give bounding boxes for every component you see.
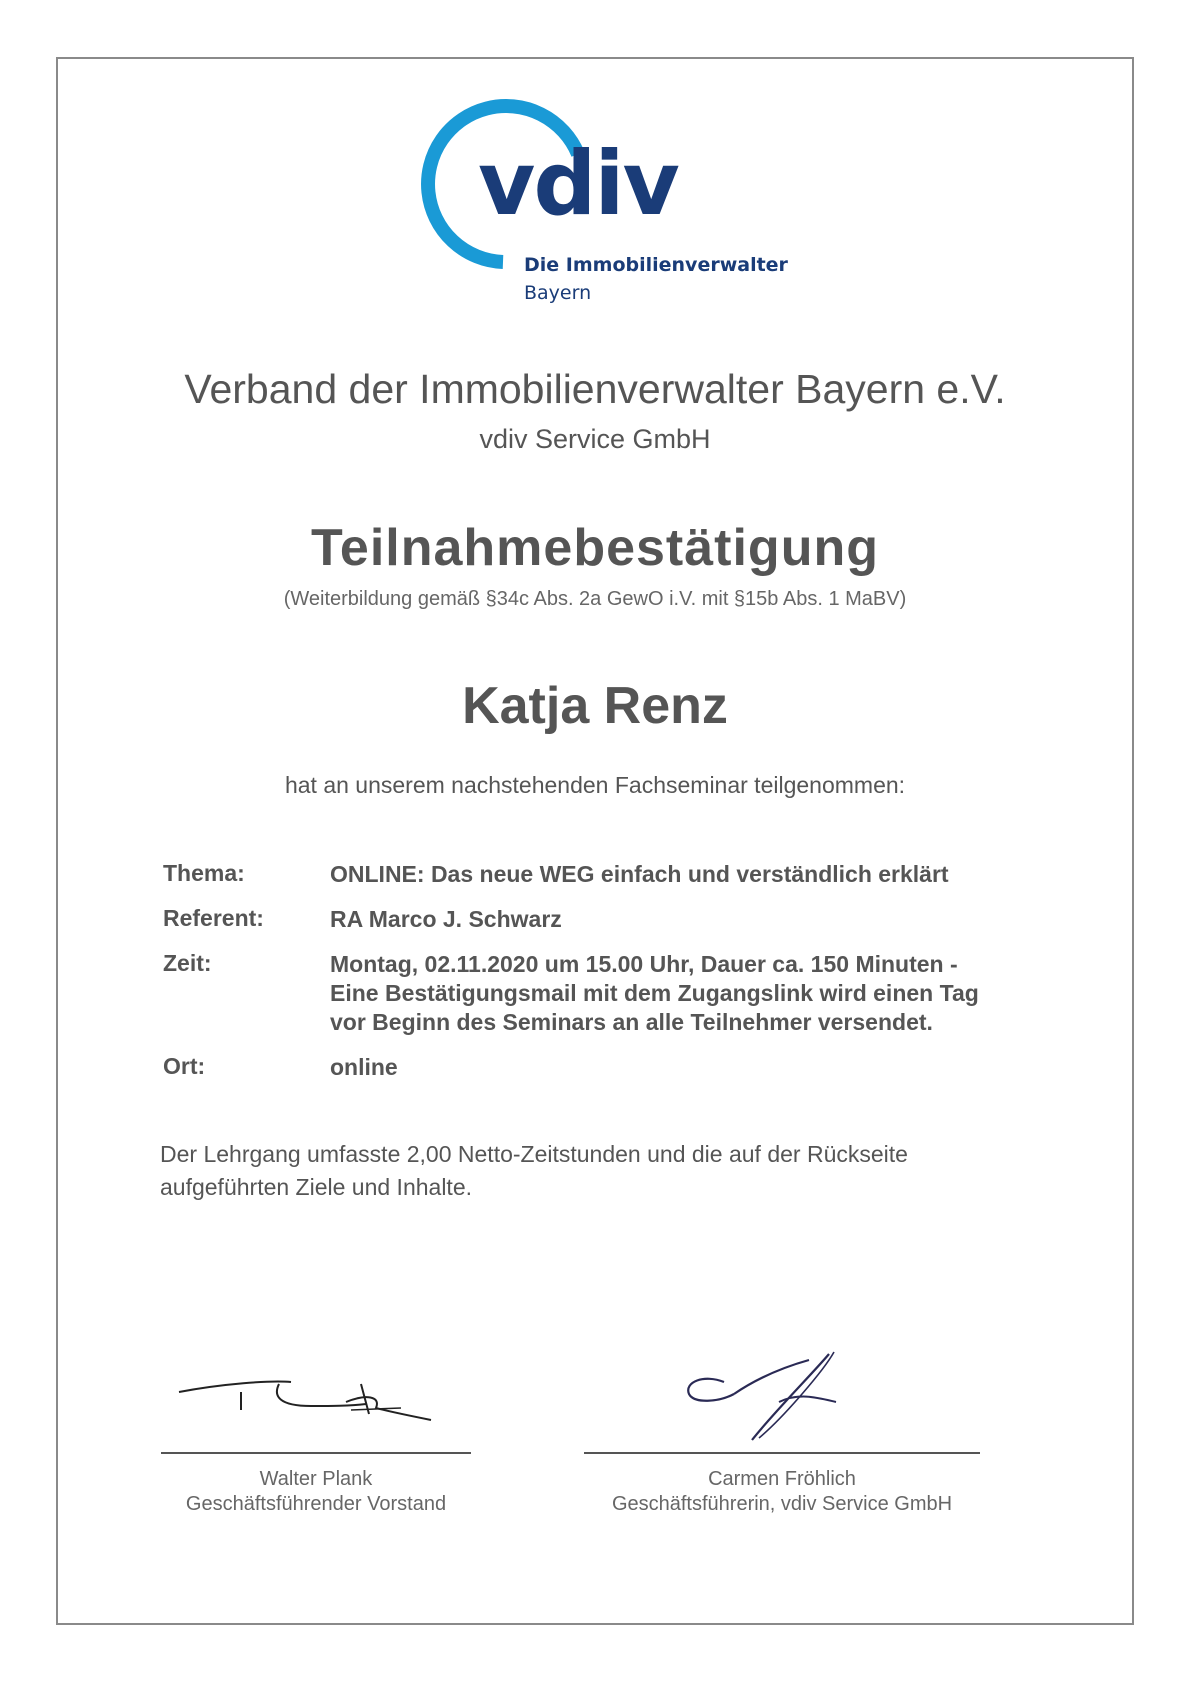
detail-row-topic	[163, 860, 1023, 889]
signatory-name: Walter Plank	[259, 1468, 373, 1490]
handwritten-signature-icon	[584, 1332, 980, 1442]
participant-name: Katja Renz	[462, 677, 728, 735]
logo-region: Bayern	[524, 282, 592, 304]
legal-basis: (Weiterbildung gemäß §34c Abs. 2a GewO i.V. mit §15b Abs. 1 MaBV)	[283, 588, 907, 610]
summary-line: aufgeführten Ziele und Inhalte.	[160, 1174, 473, 1200]
summary-line: Der Lehrgang umfasste 2,00 Netto-Zeitstunden und die auf der Rückseite	[160, 1141, 908, 1167]
handwritten-signature-icon	[161, 1344, 471, 1444]
company-name: vdiv Service GmbH	[479, 424, 711, 454]
signatory-title: Geschäftsführerin, vdiv Service GmbH	[611, 1493, 953, 1515]
detail-row-location	[163, 1053, 1023, 1082]
logo-wordmark: vdiv	[478, 132, 678, 235]
intro-text: hat an unserem nachstehenden Fachseminar teilgenommen:	[284, 772, 906, 798]
detail-value	[330, 860, 1023, 889]
signature-line	[584, 1452, 980, 1454]
detail-row-speaker	[163, 905, 1023, 934]
detail-label: Zeit:	[163, 950, 212, 976]
detail-row-time	[163, 950, 1023, 1037]
detail-value-line: Montag, 02.11.2020 um 15.00 Uhr, Dauer ca. 150 Minuten -	[330, 951, 958, 977]
detail-value	[330, 905, 1023, 934]
signature-line	[161, 1452, 471, 1454]
vdiv-logo	[418, 92, 788, 322]
detail-value	[330, 950, 1023, 1037]
detail-label: Ort:	[163, 1053, 206, 1079]
signature-block-left	[161, 1360, 471, 1520]
detail-value	[330, 1053, 1023, 1082]
course-summary	[160, 1138, 1040, 1204]
detail-value-line: vor Beginn des Seminars an alle Teilnehmer versendet.	[330, 1009, 933, 1035]
detail-value-line: ONLINE: Das neue WEG einfach und verständlich erklärt	[330, 861, 949, 887]
organization-name: Verband der Immobilienverwalter Bayern e.V.	[184, 366, 1006, 412]
detail-value-line: Eine Bestätigungsmail mit dem Zugangslink wird einen Tag	[330, 980, 979, 1006]
signature-block-right	[584, 1360, 980, 1520]
detail-label: Thema:	[163, 860, 245, 886]
signatory-title: Geschäftsführender Vorstand	[185, 1493, 447, 1515]
detail-value-line: online	[330, 1054, 398, 1080]
logo-tagline: Die Immobilienverwalter	[524, 254, 788, 276]
detail-value-line: RA Marco J. Schwarz	[330, 906, 562, 932]
certificate-title: Teilnahmebestätigung	[311, 519, 879, 577]
seminar-details	[163, 860, 1023, 1098]
detail-label: Referent:	[163, 905, 264, 931]
signatory-name: Carmen Fröhlich	[708, 1468, 856, 1490]
